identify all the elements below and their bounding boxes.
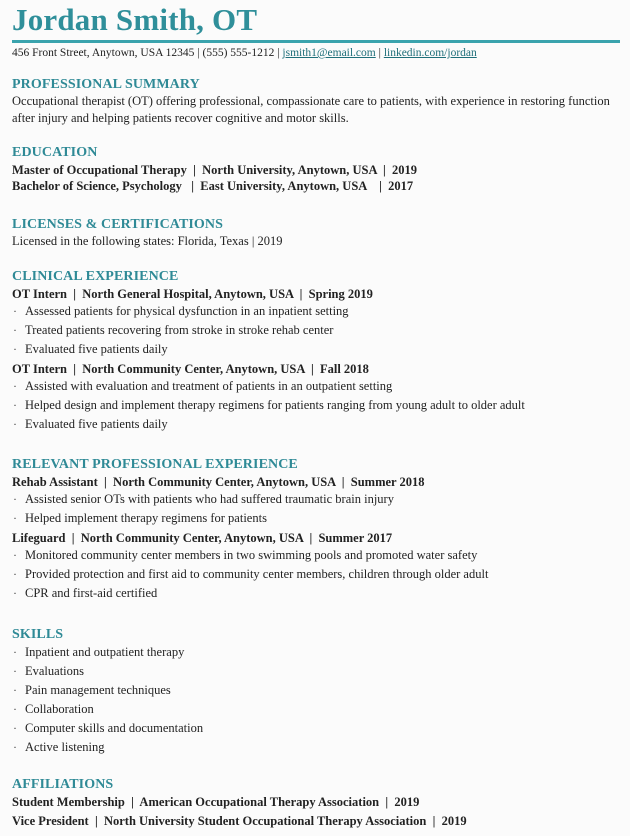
list-item: · Assisted with evaluation and treatment of patients in an outpatient setting [12, 377, 525, 396]
relevant-experience-section [12, 456, 488, 603]
bullet-icon: · [13, 304, 17, 318]
professional-summary-section [12, 76, 616, 126]
job-heading: OT Intern | North Community Center, Anytown, USA | Fall 2018 [12, 362, 369, 376]
bullet-icon: · [13, 548, 17, 562]
job-bullets [12, 490, 488, 528]
bullet-icon: · [13, 567, 17, 581]
job-heading: Lifeguard | North Community Center, Anytown, USA | Summer 2017 [12, 531, 393, 545]
licenses-section [12, 216, 282, 250]
bullet-icon: · [13, 379, 17, 393]
job-entry [12, 286, 525, 359]
header-rule [12, 40, 620, 43]
skills-list [12, 643, 203, 757]
job-bullets [12, 377, 525, 434]
section-title: CLINICAL EXPERIENCE [12, 269, 179, 284]
list-item: · Active listening [12, 738, 203, 757]
bullet-icon: · [13, 683, 17, 697]
section-title: PROFESSIONAL SUMMARY [12, 77, 200, 92]
list-item: · Helped implement therapy regimens for patients [12, 509, 488, 528]
job-heading: Rehab Assistant | North Community Center, Anytown, USA | Summer 2018 [12, 475, 425, 489]
bullet-icon: · [13, 586, 17, 600]
list-item: · Evaluations [12, 662, 203, 681]
bullet-icon: · [13, 492, 17, 506]
list-item: · CPR and first-aid certified [12, 584, 488, 603]
list-item: · Inpatient and outpatient therapy [12, 643, 203, 662]
list-item: · Evaluated five patients daily [12, 415, 525, 434]
bullet-icon: · [13, 323, 17, 337]
list-item: · Collaboration [12, 700, 203, 719]
bullet-icon: · [13, 342, 17, 356]
clinical-experience-section [12, 268, 525, 434]
job-entry [12, 474, 488, 528]
education-entry: Master of Occupational Therapy | North University, Anytown, USA | 2019 [12, 163, 418, 177]
bullet-icon: · [13, 664, 17, 678]
bullet-icon: · [13, 702, 17, 716]
bullet-icon: · [13, 721, 17, 735]
job-entry [12, 530, 488, 603]
list-item: · Pain management techniques [12, 681, 203, 700]
list-item: · Treated patients recovering from stroke in stroke rehab center [12, 321, 525, 340]
bullet-icon: · [13, 398, 17, 412]
education-entry: Bachelor of Science, Psychology | East University, Anytown, USA | 2017 [12, 179, 414, 193]
list-item: · Assisted senior OTs with patients who had suffered traumatic brain injury [12, 490, 488, 509]
job-bullets [12, 302, 525, 359]
section-title: SKILLS [12, 627, 64, 642]
affiliations-section [12, 776, 467, 831]
bullet-icon: · [13, 511, 17, 525]
address: 456 Front Street, Anytown, USA 12345 [12, 47, 195, 59]
section-title: AFFILIATIONS [12, 777, 114, 792]
job-entry [12, 361, 525, 434]
section-title: EDUCATION [12, 145, 98, 160]
skills-section [12, 626, 203, 757]
separator: | [274, 47, 283, 59]
list-item: · Helped design and implement therapy regimens for patients ranging from young adult to older adult [12, 396, 525, 415]
email-link[interactable]: jsmith1@email.com [282, 47, 376, 59]
phone: (555) 555-1212 [202, 47, 275, 59]
section-title: RELEVANT PROFESSIONAL EXPERIENCE [12, 457, 298, 472]
bullet-icon: · [13, 417, 17, 431]
list-item: · Monitored community center members in two swimming pools and promoted water safety [12, 546, 488, 565]
contact-line [12, 46, 618, 61]
resume-page [0, 0, 630, 61]
summary-text: Occupational therapist (OT) offering professional, compassionate care to patients, with experience in restoring function after injury and helping patients recover cognitive and motor skills. [12, 94, 610, 125]
separator: | [375, 47, 384, 59]
job-bullets [12, 546, 488, 603]
license-entry: Licensed in the following states: Florida, Texas | 2019 [12, 234, 283, 248]
candidate-name: Jordan Smith, OT [12, 2, 258, 37]
list-item: · Computer skills and documentation [12, 719, 203, 738]
affiliation-entry: Student Membership | American Occupational Therapy Association | 2019 [12, 795, 420, 809]
affiliation-entry: Vice President | North University Student Occupational Therapy Association | 2019 [12, 814, 467, 828]
job-heading: OT Intern | North General Hospital, Anytown, USA | Spring 2019 [12, 287, 373, 301]
list-item: · Provided protection and first aid to community center members, children through older adult [12, 565, 488, 584]
list-item: · Assessed patients for physical dysfunction in an inpatient setting [12, 302, 525, 321]
education-section [12, 144, 417, 194]
section-title: LICENSES & CERTIFICATIONS [12, 217, 224, 232]
bullet-icon: · [13, 645, 17, 659]
linkedin-link[interactable]: linkedin.com/jordan [383, 47, 477, 59]
bullet-icon: · [13, 740, 17, 754]
list-item: · Evaluated five patients daily [12, 340, 525, 359]
separator: | [194, 47, 203, 59]
